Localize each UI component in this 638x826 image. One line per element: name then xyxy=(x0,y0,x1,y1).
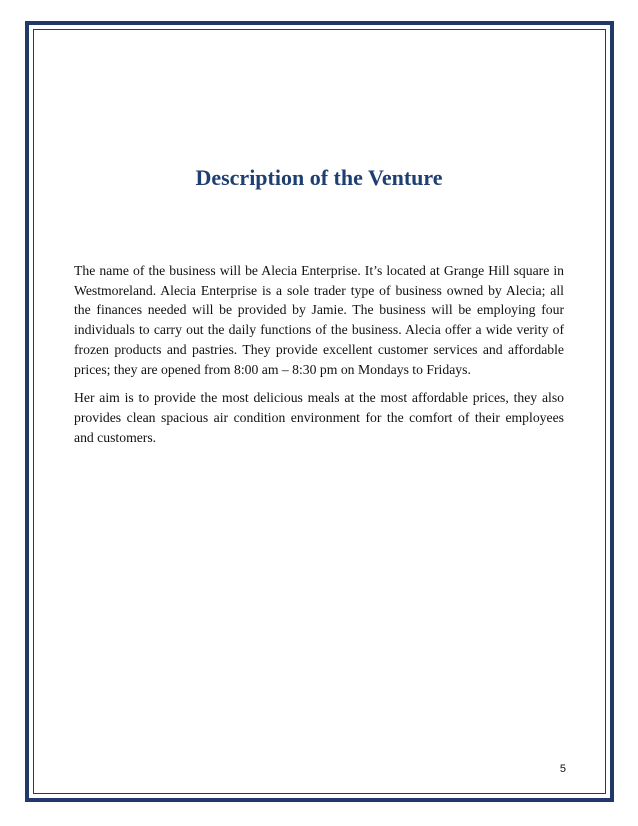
paragraph-business-description: The name of the business will be Alecia Enterprise. It’s located at Grange Hill square in Westmoreland. Alecia Enterprise is a sole trader type of business owned by Alecia; all the finances needed will be provided by Jamie. The business will be employing four individuals to carry out the daily functions of the business. Alecia offer a wide verity of frozen products and pastries. They provide excellent customer services and affordable prices; they are opened from 8:00 am – 8:30 pm on Mondays to Fridays. xyxy=(74,263,564,377)
page-number: 5 xyxy=(559,763,566,775)
paragraph-business-aim: Her aim is to provide the most delicious meals at the most affordable prices, they also provides clean spacious air condition environment for the comfort of their employees and customers. xyxy=(74,390,564,445)
page-title: Description of the Venture xyxy=(195,165,443,190)
body-text xyxy=(74,261,564,456)
